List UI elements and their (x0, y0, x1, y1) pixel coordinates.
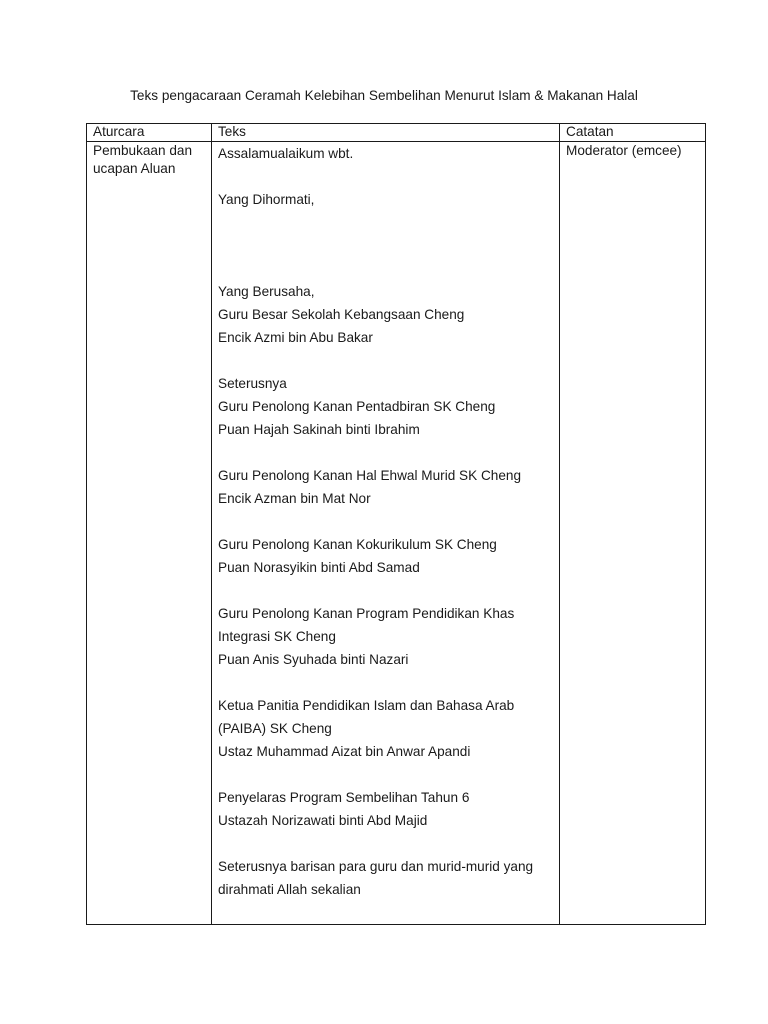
document-title (0, 87, 768, 105)
gpk-koku-title: Guru Penolong Kanan Kokurikulum SK Cheng (218, 537, 497, 552)
gpk-ppki-title-line-2: Integrasi SK Cheng (218, 629, 336, 644)
aturcara-line: ucapan Aluan (93, 161, 176, 176)
closing-line-1: Seterusnya barisan para guru dan murid-murid yang (218, 859, 534, 874)
document-title-text: Teks pengacaraan Ceramah Kelebihan Sembelihan Menurut Islam & Makanan Halal (130, 88, 638, 103)
table-header-row (87, 124, 706, 142)
greeting-text: Assalamualaikum wbt. (218, 146, 354, 161)
gpk-pentadbiran-title: Guru Penolong Kanan Pentadbiran SK Cheng (218, 399, 496, 414)
closing-line-2: dirahmati Allah sekalian (218, 882, 361, 897)
penyelaras-name: Ustazah Norizawati binti Abd Majid (218, 813, 428, 828)
gpk-hem-title: Guru Penolong Kanan Hal Ehwal Murid SK Cheng (218, 468, 522, 483)
guru-besar-title: Guru Besar Sekolah Kebangsaan Cheng (218, 307, 465, 322)
penyelaras-title: Penyelaras Program Sembelihan Tahun 6 (218, 790, 470, 805)
aturcara-line: Pembukaan dan (93, 143, 193, 158)
gpk-hem-name: Encik Azman bin Mat Nor (218, 491, 371, 506)
paiba-name: Ustaz Muhammad Aizat bin Anwar Apandi (218, 744, 471, 759)
gpk-koku-name: Puan Norasyikin binti Abd Samad (218, 560, 420, 575)
teks-cell (212, 142, 560, 925)
agenda-table (86, 123, 706, 925)
yang-dihormati-text: Yang Dihormati, (218, 192, 315, 207)
yang-berusaha-text: Yang Berusaha, (218, 284, 315, 299)
gpk-ppki-name: Puan Anis Syuhada binti Nazari (218, 652, 409, 667)
gpk-pentadbiran-name: Puan Hajah Sakinah binti Ibrahim (218, 422, 420, 437)
paiba-title-line-1: Ketua Panitia Pendidikan Islam dan Bahasa Arab (218, 698, 515, 713)
seterusnya-text: Seterusnya (218, 376, 287, 391)
header-aturcara: Aturcara (87, 124, 212, 142)
catatan-cell (560, 142, 706, 925)
gpk-ppki-title-line-1: Guru Penolong Kanan Program Pendidikan Khas (218, 606, 515, 621)
header-catatan: Catatan (560, 124, 706, 142)
table-row (87, 142, 706, 925)
paiba-title-line-2: (PAIBA) SK Cheng (218, 721, 332, 736)
catatan-text: Moderator (emcee) (566, 143, 682, 158)
guru-besar-name: Encik Azmi bin Abu Bakar (218, 330, 373, 345)
aturcara-cell (87, 142, 212, 925)
header-teks: Teks (212, 124, 560, 142)
